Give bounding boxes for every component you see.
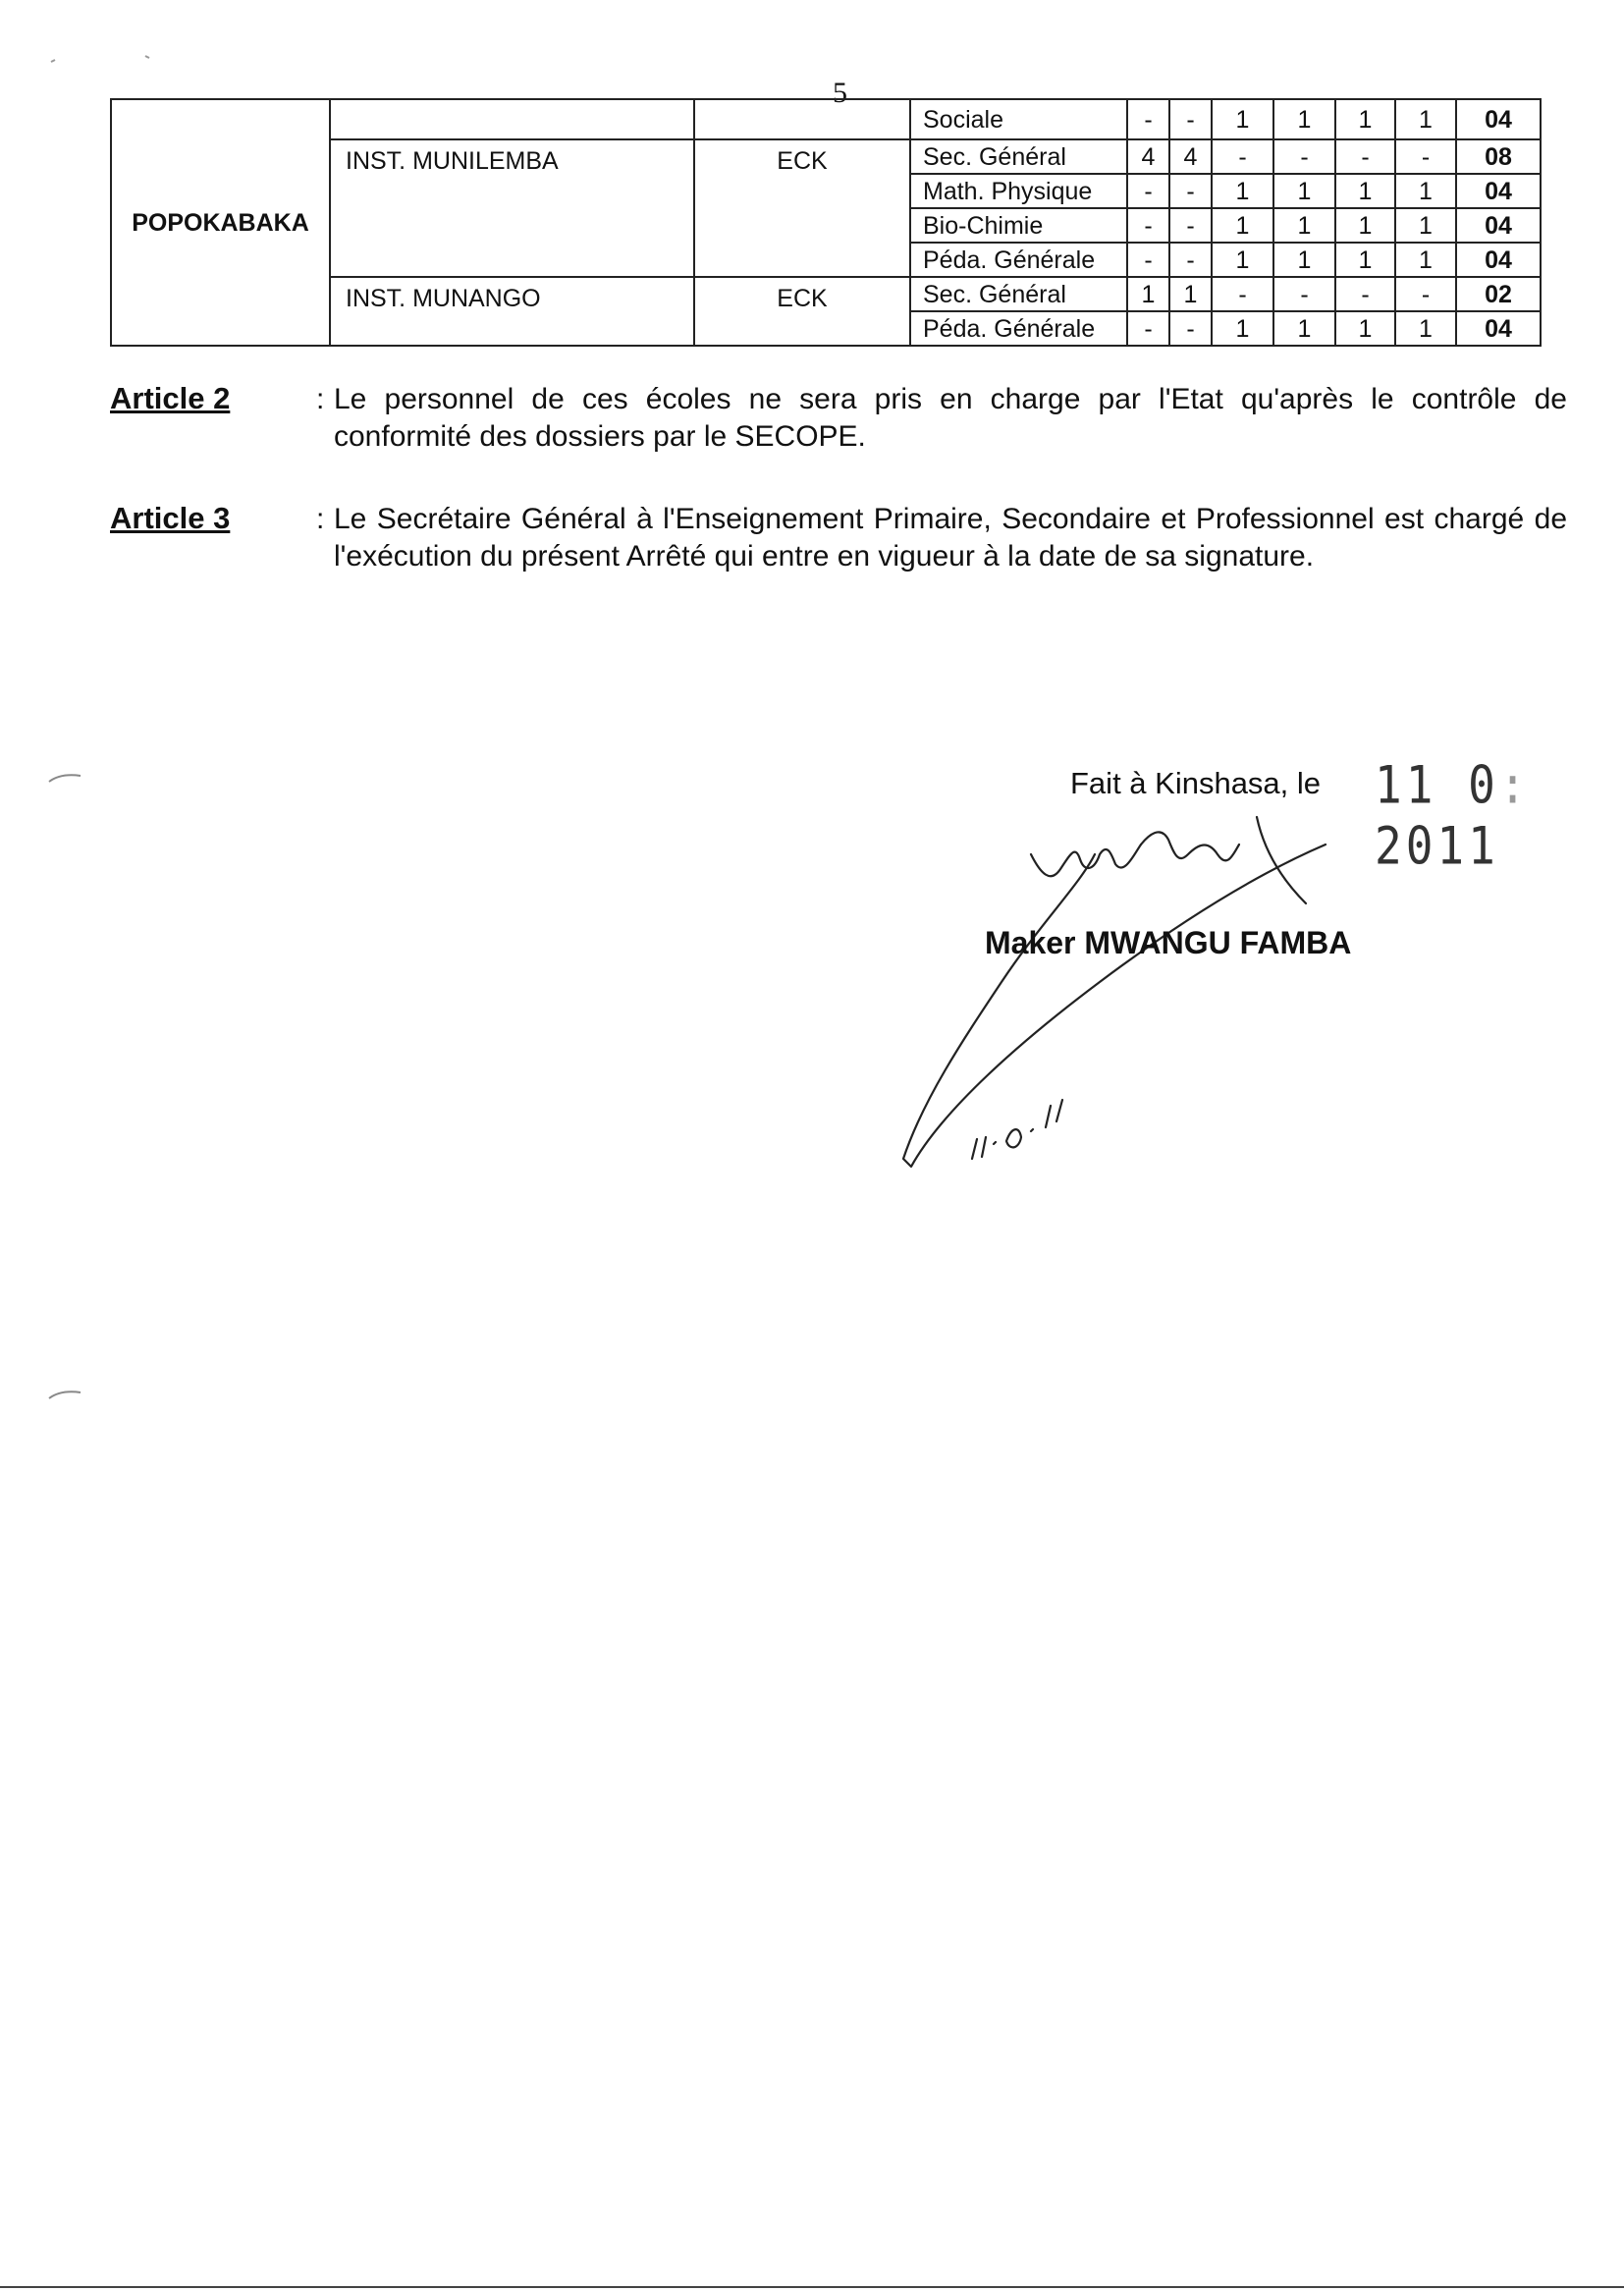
handwritten-signature — [884, 815, 1394, 1208]
option-cell: Sec. Général — [910, 139, 1127, 174]
page-number: 5 — [833, 77, 847, 109]
stamped-date: 11 0 — [1375, 753, 1499, 815]
class-count-cell: 1 — [1212, 174, 1273, 208]
class-count-cell: - — [1335, 139, 1395, 174]
class-count-cell: - — [1127, 174, 1169, 208]
total-cell: 04 — [1456, 208, 1541, 243]
total-cell: 02 — [1456, 277, 1541, 311]
signatory-name: Maker MWANGU FAMBA — [985, 925, 1352, 960]
signature-stroke — [1141, 832, 1239, 860]
scan-speck — [47, 1385, 86, 1404]
class-count-cell: 1 — [1395, 311, 1456, 346]
school-name-cell: INST. MUNANGO — [330, 277, 694, 346]
stamped-year: 2011 — [1375, 815, 1499, 877]
stamp-smudge: : — [1498, 753, 1531, 815]
class-count-cell: - — [1169, 174, 1212, 208]
option-cell: Sec. Général — [910, 277, 1127, 311]
school-name-cell: INST. MUNILEMBA — [330, 139, 694, 277]
colon: : — [316, 383, 325, 415]
network-cell — [694, 99, 910, 139]
option-cell: Math. Physique — [910, 174, 1127, 208]
class-count-cell: 1 — [1335, 311, 1395, 346]
network-cell: ECK — [694, 277, 910, 346]
class-count-cell: - — [1127, 99, 1169, 139]
network-cell: ECK — [694, 139, 910, 277]
class-count-cell: 1 — [1127, 277, 1169, 311]
class-count-cell: 1 — [1273, 208, 1335, 243]
colon: : — [316, 503, 325, 535]
class-count-cell: - — [1335, 277, 1395, 311]
class-count-cell: 1 — [1212, 208, 1273, 243]
class-count-cell: 1 — [1212, 99, 1273, 139]
scan-edge-line — [0, 2286, 1624, 2288]
place-date: Fait à Kinshasa, le — [1070, 766, 1322, 800]
total-cell: 08 — [1456, 139, 1541, 174]
total-cell: 04 — [1456, 99, 1541, 139]
article-label: Article 2 — [110, 381, 231, 415]
class-count-cell: - — [1395, 139, 1456, 174]
article-text — [316, 381, 1567, 456]
schools-table — [110, 98, 1542, 347]
class-count-cell: - — [1127, 208, 1169, 243]
class-count-cell: 1 — [1335, 208, 1395, 243]
class-count-cell: - — [1395, 277, 1456, 311]
class-count-cell: - — [1127, 243, 1169, 277]
class-count-cell: - — [1273, 277, 1335, 311]
table-body — [111, 99, 1541, 346]
option-cell: Bio-Chimie — [910, 208, 1127, 243]
option-cell: Péda. Générale — [910, 243, 1127, 277]
article-text — [316, 501, 1567, 575]
class-count-cell: 1 — [1273, 99, 1335, 139]
region-cell: POPOKABAKA — [111, 99, 330, 346]
table-row — [111, 99, 1541, 139]
class-count-cell: - — [1127, 311, 1169, 346]
class-count-cell: - — [1169, 243, 1212, 277]
class-count-cell: 1 — [1335, 243, 1395, 277]
class-count-cell: 1 — [1395, 243, 1456, 277]
class-count-cell: 1 — [1395, 208, 1456, 243]
class-count-cell: - — [1169, 311, 1212, 346]
scan-speck — [47, 768, 86, 788]
handwritten-date — [972, 1100, 1062, 1159]
article-label: Article 3 — [110, 501, 231, 535]
date-stamp — [1375, 754, 1624, 876]
total-cell: 04 — [1456, 243, 1541, 277]
article-body: Le personnel de ces écoles ne sera pris en charge par l'Etat qu'après le contrôle de conformité des dossiers par le SECOPE. — [334, 383, 1567, 453]
class-count-cell: 1 — [1212, 243, 1273, 277]
class-count-cell: 4 — [1127, 139, 1169, 174]
class-count-cell: - — [1169, 99, 1212, 139]
class-count-cell: 1 — [1335, 174, 1395, 208]
class-count-cell: 4 — [1169, 139, 1212, 174]
class-count-cell: - — [1273, 139, 1335, 174]
option-cell: Sociale — [910, 99, 1127, 139]
class-count-cell: - — [1212, 139, 1273, 174]
class-count-cell: 1 — [1169, 277, 1212, 311]
option-cell: Péda. Générale — [910, 311, 1127, 346]
class-count-cell: 1 — [1395, 99, 1456, 139]
class-count-cell: 1 — [1273, 311, 1335, 346]
total-cell: 04 — [1456, 174, 1541, 208]
total-cell: 04 — [1456, 311, 1541, 346]
class-count-cell: 1 — [1395, 174, 1456, 208]
class-count-cell: - — [1169, 208, 1212, 243]
class-count-cell: 1 — [1273, 243, 1335, 277]
class-count-cell: 1 — [1273, 174, 1335, 208]
class-count-cell: 1 — [1335, 99, 1395, 139]
school-name-cell — [330, 99, 694, 139]
class-count-cell: - — [1212, 277, 1273, 311]
article-body: Le Secrétaire Général à l'Enseignement Primaire, Secondaire et Professionnel est chargé de l'exécution du présent Arrêté qui entre en vigueur à la date de sa signature. — [334, 503, 1567, 573]
scan-speck — [47, 54, 155, 74]
signature-stroke — [903, 845, 1326, 1167]
class-count-cell: 1 — [1212, 311, 1273, 346]
signature-stroke — [1031, 845, 1141, 876]
signature-stroke — [1257, 817, 1306, 903]
